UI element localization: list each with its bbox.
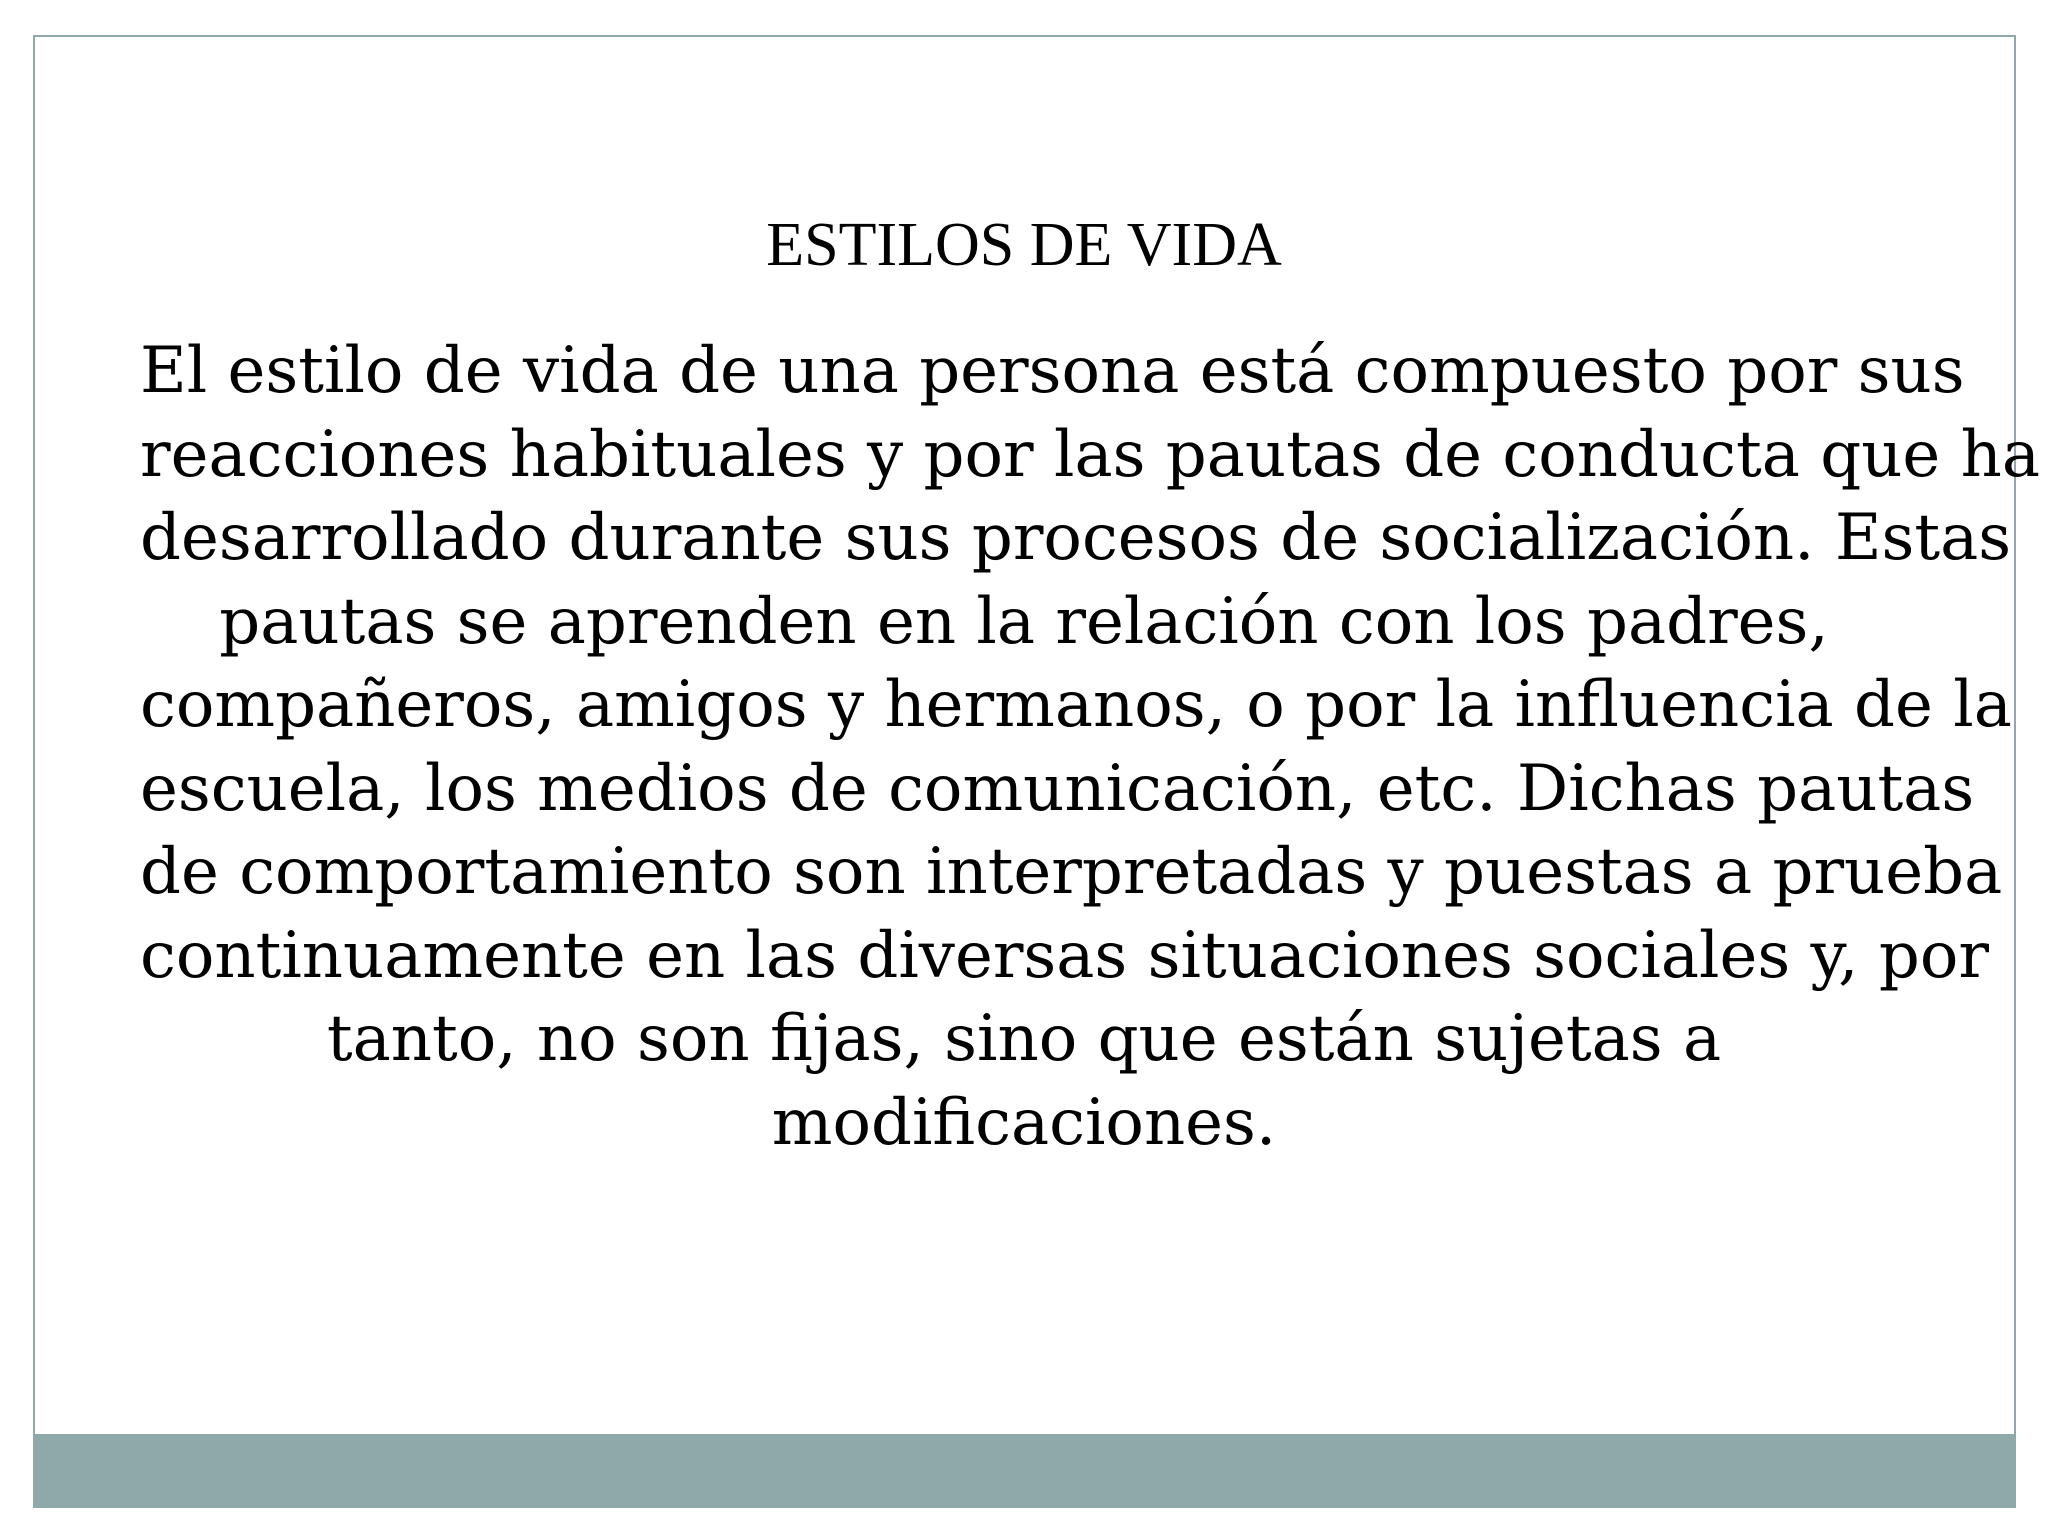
- slide-body-paragraph: [140, 330, 2040, 1165]
- body-line: El estilo de vida de una persona está compuesto por sus: [140, 334, 1965, 408]
- slide-title: ESTILOS DE VIDA: [766, 211, 1282, 279]
- body-line: tanto, no son fijas, sino que están sujetas a: [326, 1002, 1722, 1076]
- body-line: escuela, los medios de comunicación, etc. Dichas pautas: [140, 751, 1975, 826]
- body-line: continuamente en las diversas situaciones sociales y, por: [140, 918, 1989, 993]
- body-line: modificaciones.: [771, 1085, 1277, 1160]
- body-line: de comportamiento son interpretadas y puestas a prueba: [140, 835, 2003, 909]
- body-line: desarrollado durante sus procesos de socialización. Estas: [140, 501, 2012, 575]
- footer-accent-band: [33, 1434, 2016, 1508]
- body-line: reacciones habituales y por las pautas de conducta que ha: [140, 417, 2040, 492]
- body-line: compañeros, amigos y hermanos, o por la influencia de la: [140, 668, 2012, 742]
- body-line: pautas se aprenden en la relación con los padres,: [219, 584, 1829, 659]
